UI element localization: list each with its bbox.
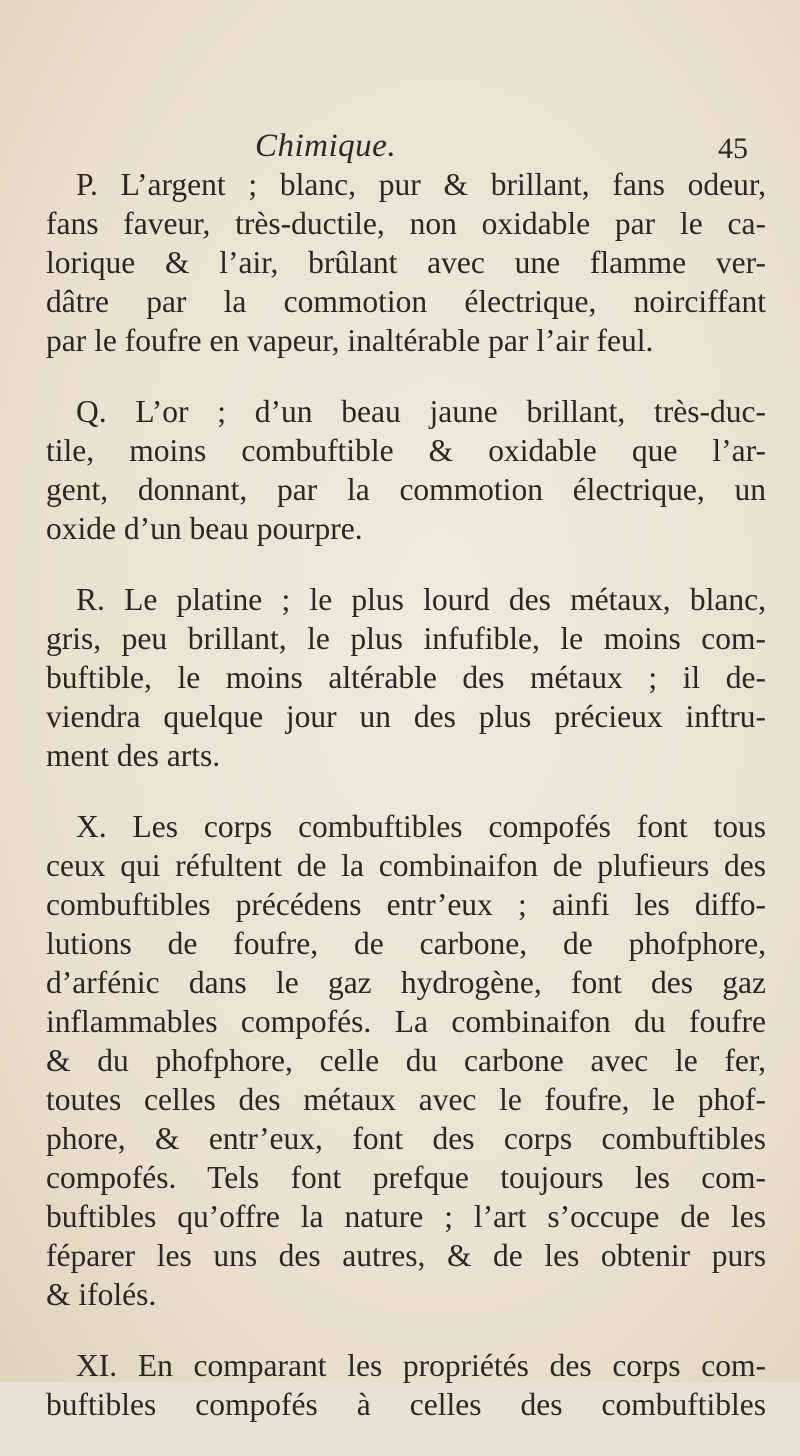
text-line: dâtre par la commotion électrique, noirciffant: [46, 284, 766, 319]
text-line: ceux qui réfultent de la combinaifon de plufieurs des: [46, 848, 766, 883]
running-title: Chimique.: [255, 128, 397, 164]
text-line: inflammables compofés. La combinaifon du foufre: [46, 1004, 766, 1039]
text-line: gent, donnant, par la commotion électrique, un: [46, 472, 766, 507]
text-line: & ifolés.: [46, 1277, 157, 1312]
paragraph-q-or: [46, 392, 766, 548]
text-line: viendra quelque jour un des plus précieux inftru-: [46, 699, 766, 734]
text-line: lorique & l’air, brûlant avec une flamme ver-: [46, 245, 766, 280]
text-line: lutions de foufre, de carbone, de phofphore,: [46, 926, 766, 961]
text-line: par le foufre en vapeur, inaltérable par l’air feul.: [46, 323, 654, 358]
text-line: toutes celles des métaux avec le foufre, le phof-: [46, 1082, 766, 1117]
text-line: X. Les corps combuftibles compofés font tous: [76, 809, 766, 844]
text-line: & du phofphore, celle du carbone avec le fer,: [46, 1043, 766, 1078]
text-line: buftible, le moins altérable des métaux ; il de-: [46, 660, 766, 695]
text-line: buftibles qu’offre la nature ; l’art s’occupe de les: [46, 1199, 766, 1234]
page-header: [60, 128, 760, 168]
text-line: tile, moins combuftible & oxidable que l’ar-: [46, 433, 766, 468]
text-line: ment des arts.: [46, 738, 221, 773]
paragraph-xi-comparant: [46, 1346, 766, 1424]
text-line: compofés. Tels font prefque toujours les com-: [46, 1160, 766, 1195]
text-line: d’arfénic dans le gaz hydrogène, font des gaz: [46, 965, 766, 1000]
paragraph-r-platine: [46, 580, 766, 775]
text-line: oxide d’un beau pourpre.: [46, 511, 363, 546]
paragraph-x-combustibles: [46, 807, 766, 1314]
text-line: féparer les uns des autres, & de les obtenir purs: [46, 1238, 766, 1273]
text-line: gris, peu brillant, le plus infufible, le moins com-: [46, 621, 766, 656]
text-line: XI. En comparant les propriétés des corps com-: [76, 1348, 766, 1383]
text-line: R. Le platine ; le plus lourd des métaux, blanc,: [76, 582, 766, 617]
body-text: [46, 165, 766, 1456]
text-line: buftibles compofés à celles des combuftibles: [46, 1387, 766, 1422]
text-line: P. L’argent ; blanc, pur & brillant, fans odeur,: [76, 167, 766, 202]
paragraph-p-argent: [46, 165, 766, 360]
text-line: Q. L’or ; d’un beau jaune brillant, très-duc-: [76, 394, 766, 429]
page-number: 45: [718, 132, 748, 165]
text-line: combuftibles précédens entr’eux ; ainfi les diffo-: [46, 887, 766, 922]
text-line: phore, & entr’eux, font des corps combuftibles: [46, 1121, 766, 1156]
text-line: fans faveur, très-ductile, non oxidable par le ca-: [46, 206, 766, 241]
